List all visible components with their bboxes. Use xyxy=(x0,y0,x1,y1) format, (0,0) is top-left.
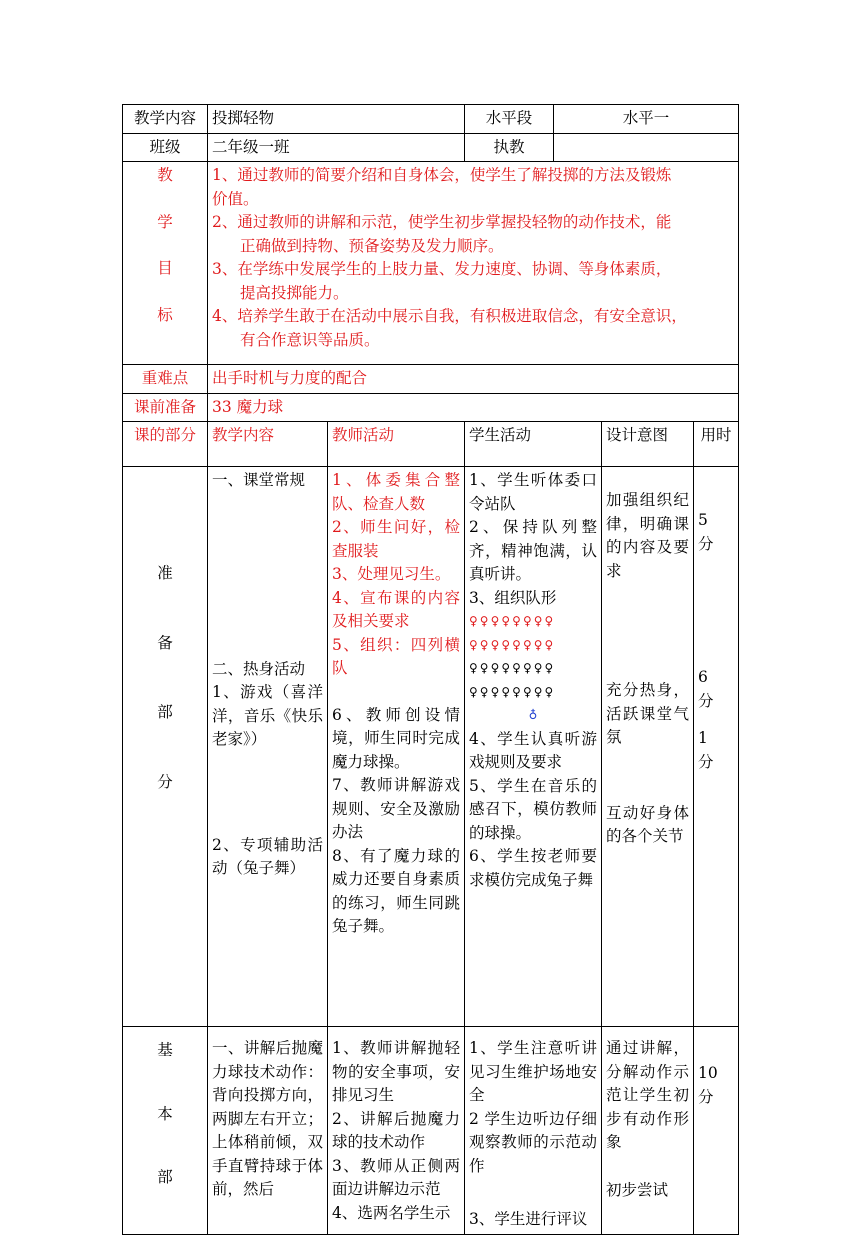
prep-content-b: 二、热身活动 xyxy=(212,659,306,678)
goals-label-char: 目 xyxy=(157,259,173,277)
formation-row: ♀♀♀♀♀♀♀♀ xyxy=(469,661,556,675)
basic-intent: 通过讲解，分解动作示范让学生初步有动作形象 初步尝试 xyxy=(602,1027,694,1235)
goals-text xyxy=(208,162,739,365)
basic-teacher: 1、教师讲解抛轻物的安全事项，安排见习生 2、讲解后抛魔力球的技术动作 3、教师从正侧两面边讲解边示范 4、选两名学生示 xyxy=(328,1027,465,1235)
col-part: 课的部分 xyxy=(123,422,208,467)
goals-label-char: 学 xyxy=(157,212,173,231)
content-value: 投掷轻物 xyxy=(208,105,465,134)
prep-content-d: 2、专项辅助活动（兔子舞） xyxy=(212,835,323,877)
level-label: 水平段 xyxy=(465,105,554,134)
prep-time-b: 6分 xyxy=(698,668,714,710)
prep-intent-b: 充分热身，活跃课堂气氛 xyxy=(606,681,689,746)
teacher-label: 执教 xyxy=(465,133,554,162)
key-point-label: 重难点 xyxy=(123,365,208,394)
prep-intent xyxy=(602,467,694,1027)
prep-content-c: 1、游戏（喜洋洋，音乐《快乐老家》） xyxy=(212,683,323,748)
col-time: 用时 xyxy=(694,422,739,467)
preparation-row xyxy=(123,393,739,422)
lesson-plan xyxy=(122,104,738,1235)
lesson-plan-table xyxy=(122,104,739,1235)
formation-row: ♀♀♀♀♀♀♀♀ xyxy=(469,637,556,652)
col-content: 教学内容 xyxy=(208,422,328,467)
col-intent: 设计意图 xyxy=(602,422,694,467)
prep-intent-a: 加强组织纪律，明确课的内容及要求 xyxy=(606,491,689,580)
formation-row: ♀♀♀♀♀♀♀♀ xyxy=(469,684,556,699)
column-header-row xyxy=(123,422,739,467)
basic-section-label: 基 本 部 xyxy=(123,1027,208,1235)
teacher-position-icon: ♁ xyxy=(528,708,538,722)
goals-label-char: 标 xyxy=(157,305,173,324)
goal-item: 1、通过教师的简要介绍和自身体会，使学生了解投掷的方法及锻炼 价值。 xyxy=(212,166,672,208)
prep-section-label: 准 备 部 分 xyxy=(123,467,208,1027)
preparation-value: 33 魔力球 xyxy=(208,393,739,422)
goal-item: 4、培养学生敢于在活动中展示自我，有积极进取信念，有安全意识， 有合作意识等品质。 xyxy=(212,307,687,349)
teacher-value xyxy=(554,133,739,162)
preparation-label: 课前准备 xyxy=(123,393,208,422)
goals-row xyxy=(123,162,739,365)
prep-content-a: 一、课堂常规 xyxy=(212,471,306,489)
key-point-value: 出手时机与力度的配合 xyxy=(208,365,739,394)
header-row-2 xyxy=(123,133,739,162)
level-value: 水平一 xyxy=(554,105,739,134)
goals-label xyxy=(123,162,208,365)
formation-row: ♀♀♀♀♀♀♀♀ xyxy=(469,614,556,628)
class-value: 二年级一班 xyxy=(208,133,465,162)
basic-time: 10分 xyxy=(694,1027,739,1235)
goal-item: 3、在学练中发展学生的上肢力量、发力速度、协调、等身体素质， 提高投掷能力。 xyxy=(212,260,672,302)
basic-student: 1、学生注意听讲见习生维护场地安全 2 学生边听边仔细观察教师的示范动作 3、学生进行评议 xyxy=(465,1027,602,1235)
content-label: 教学内容 xyxy=(123,105,208,134)
goal-item: 2、通过教师的讲解和示范，使学生初步掌握投轻物的动作技术，能 正确做到持物、预备姿势及发力顺序。 xyxy=(212,213,672,255)
header-row-1 xyxy=(123,105,739,134)
col-student: 学生活动 xyxy=(465,422,602,467)
prep-student: 1、学生听体委口令站队 2、保持队列整齐，精神饱满，认真听讲。 3、组织队形 ♀♀♀♀♀♀♀♀ ♀♀♀♀♀♀♀♀ ♀♀♀♀♀♀♀♀ ♀♀♀♀♀♀♀♀ ♁ 4、学生认真听游戏规则及要求 5、学生在音乐的感召下，模仿教师的球操。 6、学生按老师要求模仿完成兔子舞 xyxy=(465,467,602,1027)
prep-time xyxy=(694,467,739,1027)
prep-intent-c: 互动好身体的各个关节 xyxy=(606,803,689,845)
goals-label-char: 教 xyxy=(157,166,173,184)
prep-teacher: 1、体委集合整队、检查人数 2、师生问好，检查服装 3、处理见习生。 4、宣布课的内容及相关要求 5、组织：四列横队 6、教师创设情境，师生同时完成魔力球操。 7、教师讲解游戏规则、安全及激励办法 8、有了魔力球的威力还要自身素质的练习，师生同跳兔子舞。 xyxy=(328,467,465,1027)
key-point-row xyxy=(123,365,739,394)
basic-content: 一、讲解后抛魔力球技术动作：背向投掷方向，两脚左右开立；上体稍前倾，双手直臂持球于体前，然后 xyxy=(208,1027,328,1235)
prep-time-c: 1分 xyxy=(698,729,714,771)
col-teacher: 教师活动 xyxy=(328,422,465,467)
prep-time-a: 5分 xyxy=(698,511,714,553)
prep-section-row xyxy=(123,467,739,1027)
basic-section-row xyxy=(123,1027,739,1235)
class-label: 班级 xyxy=(123,133,208,162)
prep-content xyxy=(208,467,328,1027)
